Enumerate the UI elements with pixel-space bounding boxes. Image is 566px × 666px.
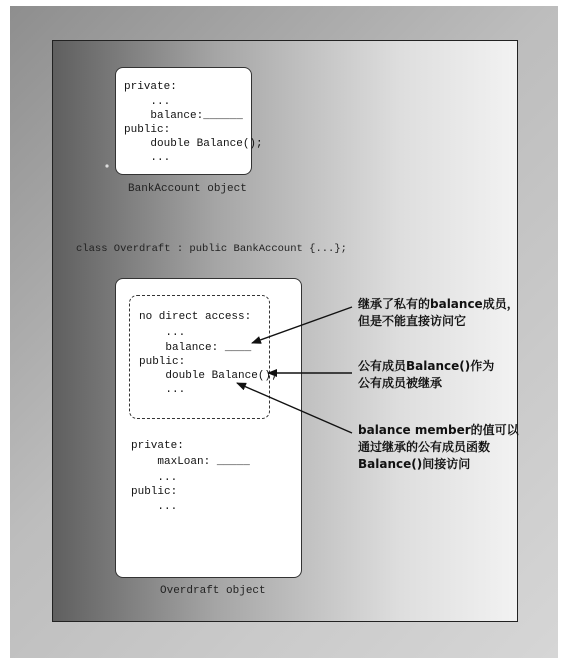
note-line: Balance()间接访问 (358, 457, 471, 471)
code-line: double Balance(); (124, 138, 263, 150)
inherited-members-region (129, 295, 278, 419)
overdraft-caption: Overdraft object (160, 585, 266, 597)
code-line: private: (131, 440, 184, 452)
code-line: balance: ____ (139, 342, 252, 354)
code-line: ... (139, 327, 186, 339)
note-line: 通过继承的公有成员函数 (358, 440, 491, 454)
note-line: 公有成员被继承 (358, 376, 443, 390)
code-line: no direct access: (139, 311, 252, 323)
code-line: private: (124, 81, 177, 93)
bankaccount-caption: BankAccount object (128, 183, 247, 195)
note-line: 公有成员Balance()作为 (358, 359, 495, 373)
code-line: ... (124, 96, 171, 108)
code-line: ... (131, 472, 178, 484)
code-line: ... (131, 501, 178, 513)
code-line: balance:______ (124, 110, 243, 122)
code-line: ... (139, 384, 186, 396)
note-line: 但是不能直接访问它 (358, 314, 467, 328)
note-line: balance member的值可以 (358, 423, 519, 437)
note-private-inherited (358, 296, 519, 330)
code-line: double Balance(); (139, 370, 278, 382)
note-indirect-access (358, 422, 519, 473)
note-line: 继承了私有的balance成员， (358, 297, 519, 311)
code-line: ... (124, 152, 171, 164)
code-line: public: (139, 356, 186, 368)
code-line: maxLoan: _____ (131, 456, 250, 468)
code-line: public: (124, 124, 171, 136)
class-declaration: class Overdraft : public BankAccount {...}; (76, 243, 347, 255)
code-line: public: (131, 486, 178, 498)
bankaccount-object-box (115, 67, 263, 175)
note-public-inherited (358, 358, 494, 392)
